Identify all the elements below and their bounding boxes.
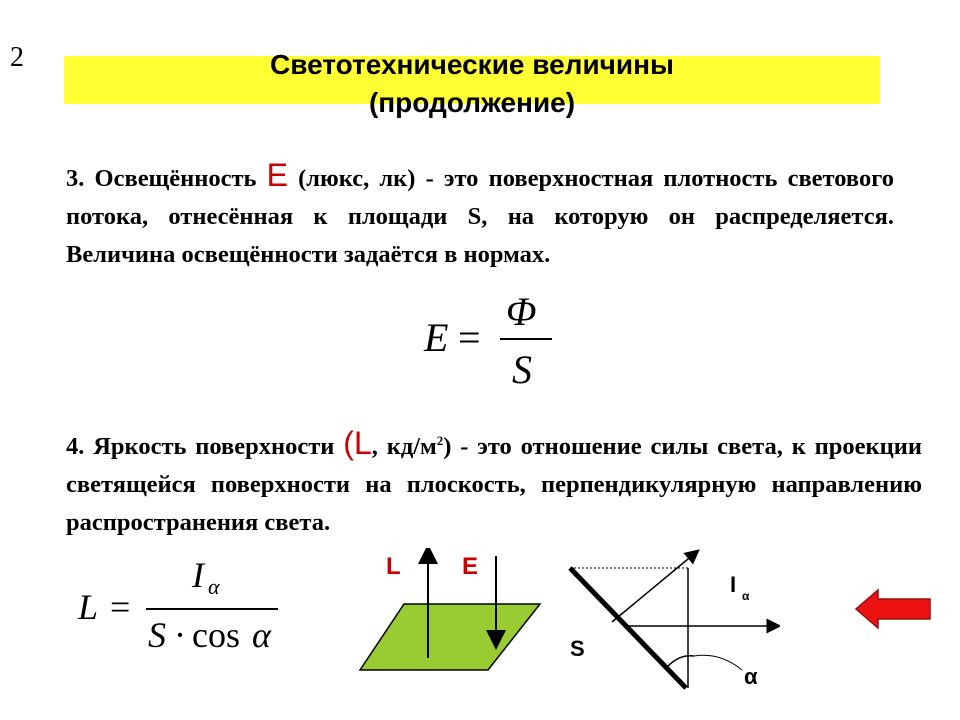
title-line-2: (продолжение) bbox=[368, 87, 576, 118]
section-4-prefix: 4. Яркость поверхности bbox=[66, 433, 344, 460]
illuminated-plane bbox=[360, 604, 540, 670]
plane-diagram bbox=[356, 548, 546, 672]
formula-l-numerator-subscript: α bbox=[208, 574, 220, 599]
slide-title bbox=[64, 46, 880, 122]
luminance-unit: , кд/м bbox=[371, 433, 437, 460]
label-i-subscript: α bbox=[742, 589, 750, 603]
illuminance-symbol: Е bbox=[266, 157, 288, 193]
formula-luminance bbox=[74, 552, 294, 662]
formula-l-numerator: I bbox=[192, 555, 204, 595]
formula-l-equals: = bbox=[110, 587, 131, 627]
formula-l-den-alpha: α bbox=[252, 615, 271, 655]
angle-callout-line bbox=[694, 655, 742, 670]
luminance-unit-superscript: 2 bbox=[436, 432, 444, 448]
formula-e-equals: = bbox=[458, 315, 481, 360]
luminance-symbol: L bbox=[353, 425, 372, 461]
formula-l-lhs: L bbox=[78, 587, 99, 627]
surface-line-s bbox=[570, 568, 686, 688]
back-arrow-button[interactable] bbox=[854, 588, 932, 630]
normal-arrow bbox=[612, 554, 694, 622]
plane-label-e: E bbox=[462, 553, 479, 580]
title-line-1: Светотехнические величины bbox=[270, 49, 674, 80]
label-alpha: α bbox=[744, 664, 758, 689]
section-3-prefix: 3. Освещённость bbox=[66, 165, 267, 192]
label-i: I bbox=[730, 572, 737, 597]
formula-l-den-dot: · bbox=[174, 615, 186, 655]
section-4-paragraph bbox=[66, 424, 922, 542]
formula-l-fraction-line bbox=[146, 608, 278, 610]
formula-l-den-s: S bbox=[148, 615, 166, 655]
slide-number: 2 bbox=[10, 42, 24, 73]
plane-label-l: L bbox=[386, 553, 401, 580]
label-s: S bbox=[570, 636, 585, 661]
angle-projection-diagram bbox=[560, 548, 780, 694]
section-3-text: (люкс, лк) - это поверхностная плотность светового потока, отнесённая к площади S, на которую он распределяется. Величина освещённости задаётся в нормах. bbox=[66, 165, 894, 268]
formula-e-fraction-line bbox=[500, 338, 552, 340]
section-3-paragraph bbox=[66, 156, 894, 274]
formula-e-lhs: E bbox=[424, 315, 449, 360]
back-arrow-icon[interactable] bbox=[856, 590, 930, 628]
formula-e-numerator: Φ bbox=[506, 289, 537, 334]
luminance-open-paren: ( bbox=[343, 425, 354, 461]
section-4-text: ) - это отношение силы света, к проекции светящейся поверхности на плоскость, перпендикулярную направлению распространения света. bbox=[66, 433, 923, 536]
formula-l-den-cos: cos bbox=[192, 615, 240, 655]
formula-illuminance bbox=[420, 289, 570, 396]
formula-e-denominator: S bbox=[512, 347, 532, 392]
angle-arc bbox=[668, 656, 694, 666]
